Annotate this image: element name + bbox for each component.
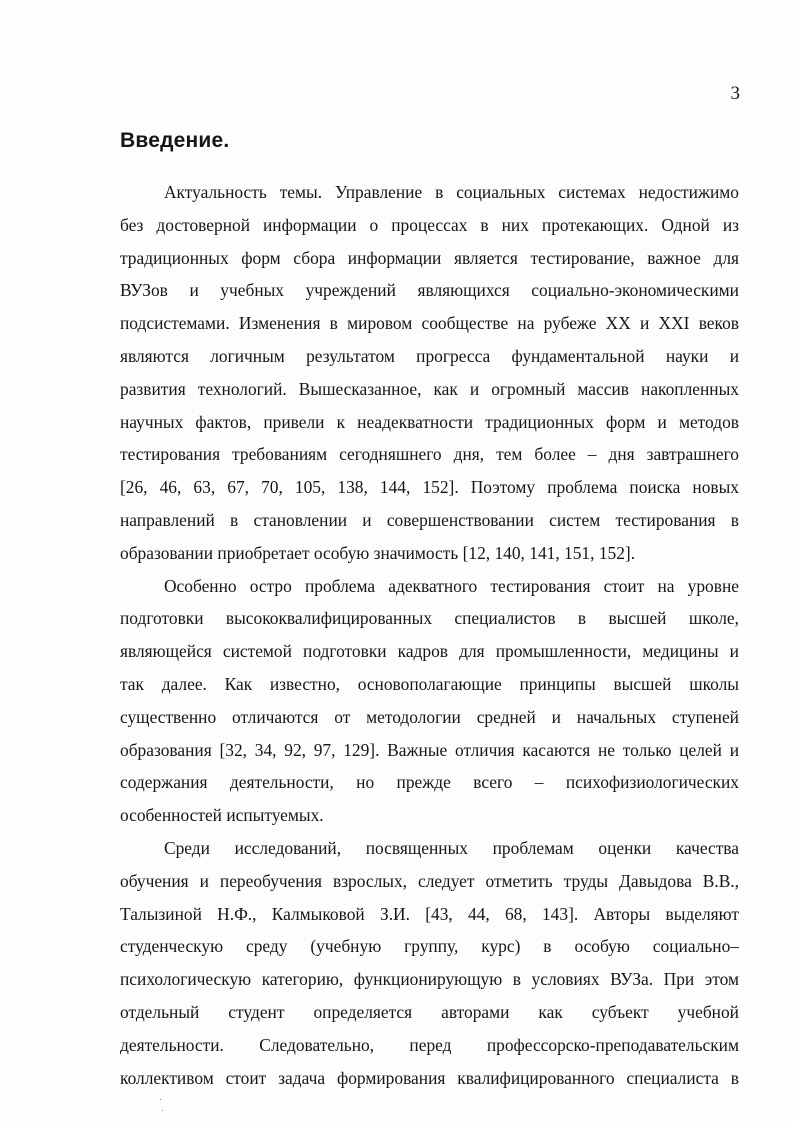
text-line: Среди исследований, посвященных проблемам оценки качества [164,837,739,858]
text-line: образования [32, 34, 92, 97, 129]. Важные отличия касаются не только целей и [120,739,739,760]
text-line: тестирования требованиям сегодняшнего дня, тем более – дня завтрашнего [120,444,739,465]
text-line: обучения и переобучения взрослых, следует отметить труды Давыдова В.В., [120,870,739,891]
text-line: Особенно остро проблема адекватного тестирования стоит на уровне [164,575,739,596]
text-line: являются логичным результатом прогресса фундаментальной науки и [120,345,739,366]
paragraph-2 [120,570,739,832]
text-line: психологическую категорию, функционирующую в условиях ВУЗа. При этом [120,969,739,990]
body-text [120,176,739,1094]
text-line: традиционных форм сбора информации является тестирование, важное для [120,247,739,268]
text-line: содержания деятельности, но прежде всего – психофизиологических [120,772,739,793]
text-line: ВУЗов и учебных учреждений являющихся социально-экономическими [120,280,739,301]
section-heading: Введение. [120,129,230,152]
paragraph-3 [120,832,739,1094]
paragraph-1 [120,176,739,570]
text-line: являющейся системой подготовки кадров для промышленности, медицины и [120,641,739,662]
text-line: существенно отличаются от методологии средней и начальных ступеней [120,706,739,727]
text-line: Актуальность темы. Управление в социальных системах недостижимо [164,182,739,202]
text-line: студенческую среду (учебную группу, курс) в особую социально– [120,936,739,957]
text-line: отдельный студент определяется авторами как субъект учебной [120,1001,739,1022]
text-line: Талызиной Н.Ф., Калмыковой З.И. [43, 44, 68, 143]. Авторы выделяют [120,903,739,924]
text-line: коллективом стоит задача формирования квалифицированного специалиста в [120,1067,739,1088]
text-line: подготовки высококвалифицированных специалистов в высшей школе, [120,608,739,629]
text-line: так далее. Как известно, основополагающие принципы высшей школы [120,673,739,694]
text-line: направлений в становлении и совершенствовании систем тестирования в [120,509,739,530]
text-line: научных фактов, привели к неадекватности традиционных форм и методов [120,411,739,432]
text-line: особенностей испытуемых. [120,805,324,826]
scan-speck [162,1110,163,1111]
text-line: без достоверной информации о процессах в них протекающих. Одной из [120,214,739,235]
text-line: [26, 46, 63, 67, 70, 105, 138, 144, 152]. Поэтому проблема поиска новых [120,477,739,498]
text-line: образовании приобретает особую значимость [12, 140, 141, 151, 152]. [120,542,636,563]
text-line: деятельности. Следовательно, перед профессорско-преподавательским [120,1034,739,1055]
text-line: развития технологий. Вышесказанное, как и огромный массив накопленных [120,378,739,399]
page-number: 3 [730,83,740,104]
text-line: подсистемами. Изменения в мировом сообществе на рубеже XX и XXI веков [120,313,739,334]
scan-speck [160,1099,161,1100]
